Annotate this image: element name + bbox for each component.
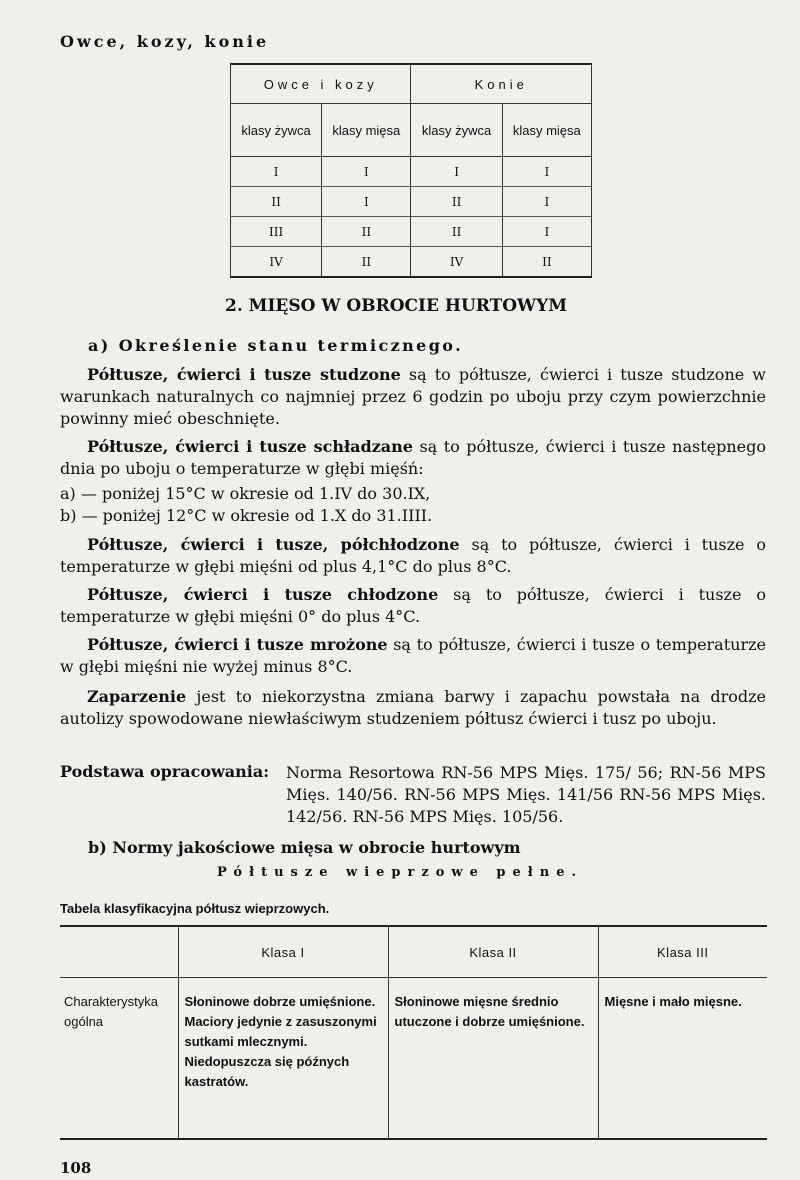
- sub-header: klasy żywca: [231, 104, 322, 157]
- table-row: [231, 217, 592, 247]
- term-polchlodzone: Półtusze, ćwierci i tusze, półchłodzone: [87, 535, 460, 554]
- table-cell: I: [322, 187, 411, 217]
- class-3-description: Mięsne i mało mięsne.: [598, 978, 767, 1140]
- definition-text: są to półtusze, ćwierci i tusze następnego dnia po uboju o temperaturze w głębi mięśń:: [60, 437, 766, 478]
- class-2-description: Słoninowe mięsne średnio utuczone i dobrze umięśnione.: [388, 978, 598, 1140]
- pork-classification-table: [60, 925, 767, 1140]
- definition-text: są to półtusze, ćwierci i tusze studzone w warunkach naturalnych co najmniej przez 6 godzin po uboju przy czym powierzchnie powinny mieć obeschnięte.: [60, 365, 766, 428]
- paragraph-schladzane: [60, 436, 766, 480]
- list-item-b: b) — poniżej 12°C w okresie od 1.X do 31.IIII.: [60, 506, 433, 525]
- table-row: [231, 187, 592, 217]
- table-cell: II: [411, 217, 502, 247]
- table-row: [60, 978, 767, 1140]
- running-header: Owce, kozy, konie: [60, 32, 270, 51]
- sub-header: klasy mięsa: [322, 104, 411, 157]
- term-chlodzone: Półtusze, ćwierci i tusze chłodzone: [87, 585, 439, 604]
- table-row: [231, 157, 592, 187]
- paragraph-polchlodzone: [60, 534, 766, 578]
- pieces-title: Półtusze wieprzowe pełne.: [216, 865, 584, 880]
- paragraph-mrozone: [60, 634, 766, 678]
- row-label: Charakterystyka ogólna: [64, 994, 158, 1029]
- header-class-1: Klasa I: [178, 926, 388, 978]
- classification-table: [230, 63, 592, 278]
- subsection-heading-a: a) Określenie stanu termicznego.: [88, 336, 464, 355]
- term-schladzane: Półtusze, ćwierci i tusze schładzane: [87, 437, 413, 456]
- definition-text: są to półtusze, ćwierci i tusze o temperaturze w głębi mięśni 0° do plus 4°C.: [60, 585, 767, 626]
- term-mrozone: Półtusze, ćwierci i tusze mrożone: [87, 635, 388, 654]
- definition-text: są to półtusze, ćwierci i tusze o temperaturze w głębi mięśni od plus 4,1°C do plus 8°C.: [60, 535, 767, 576]
- table-caption: Tabela klasyfikacyjna półtusz wieprzowych.: [60, 901, 330, 916]
- section-title: 2. MIĘSO W OBROCIE HURTOWYM: [225, 296, 568, 316]
- sub-header: klasy żywca: [411, 104, 502, 157]
- group-header-sheep-goats: Owce i kozy: [231, 64, 411, 104]
- term-studzone: Półtusze, ćwierci i tusze studzone: [87, 365, 401, 384]
- basis-text: Norma Resortowa RN-56 MPS Mięs. 175/ 56; RN-56 MPS Mięs. 140/56. RN-56 MPS Mięs. 141/56 RN-56 MPS Mięs. 142/56. RN-56 MPS Mięs. 105/56.: [286, 763, 766, 826]
- header-class-2: Klasa II: [388, 926, 598, 978]
- table-cell: II: [411, 187, 502, 217]
- table-cell: IV: [231, 247, 322, 278]
- list-item-a: a) — poniżej 15°C w okresie od 1.IV do 30.IX,: [60, 484, 431, 503]
- table-cell: I: [502, 187, 591, 217]
- header-class-3: Klasa III: [598, 926, 767, 978]
- paragraph-zaparzenie: [60, 686, 766, 730]
- term-zaparzenie: Zaparzenie: [87, 687, 187, 706]
- group-header-horses: Konie: [411, 64, 592, 104]
- definition-text: jest to niekorzystna zmiana barwy i zapachu powstała na drodze autolizy spowodowane niewłaściwym studzeniem półtusz ćwierci i tusz po uboju.: [60, 687, 766, 728]
- definition-text: są to półtusze, ćwierci i tusze o temperaturze w głębi mięśni nie wyżej minus 8°C.: [60, 635, 767, 676]
- table-cell: I: [502, 157, 591, 187]
- basis-label: Podstawa opracowania:: [60, 762, 270, 781]
- paragraph-studzone: [60, 364, 766, 430]
- table-cell: I: [322, 157, 411, 187]
- paragraph-chlodzone: [60, 584, 766, 628]
- class-1-description: Słoninowe dobrze umięśnione. Maciory jedynie z zasuszonymi sutkami mlecznymi. Niedopuszcza się późnych kastratów.: [178, 978, 388, 1140]
- subsection-heading-b: b) Normy jakościowe mięsa w obrocie hurtowym: [88, 838, 521, 857]
- sub-header: klasy mięsa: [502, 104, 591, 157]
- table-cell: II: [322, 247, 411, 278]
- page-number: 108: [60, 1159, 92, 1177]
- table-row: [231, 247, 592, 278]
- header-cell-empty: [60, 926, 178, 978]
- table-cell: I: [411, 157, 502, 187]
- table-cell: I: [231, 157, 322, 187]
- table-cell: III: [231, 217, 322, 247]
- table-cell: II: [231, 187, 322, 217]
- table-cell: II: [502, 247, 591, 278]
- table-cell: IV: [411, 247, 502, 278]
- table-cell: II: [322, 217, 411, 247]
- table-cell: I: [502, 217, 591, 247]
